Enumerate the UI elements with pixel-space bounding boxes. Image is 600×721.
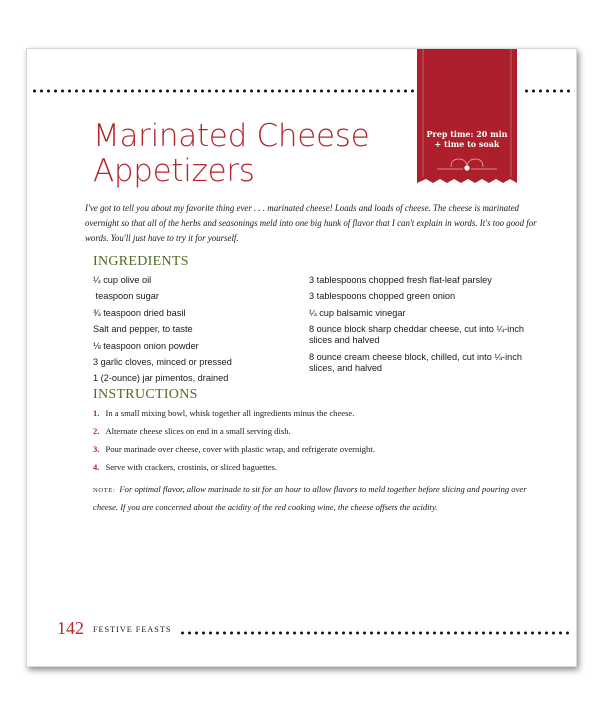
section-name: FESTIVE FEASTS [93, 625, 172, 634]
ingredient-item: Salt and pepper, to taste [93, 324, 193, 335]
ingredient-item: 3 tablespoons chopped green onion [309, 291, 456, 302]
instruction-step [93, 443, 533, 461]
prep-time-line2: + time to soak [434, 139, 500, 149]
instruction-step [93, 407, 533, 425]
ingredient-item: teaspoon sugar [93, 291, 159, 302]
ingredient-item: ⅛ teaspoon onion powder [93, 340, 199, 351]
recipe-title-line1: Marinated Cheese [93, 118, 370, 154]
intro-paragraph: I've got to tell you about my favorite thing ever . . . marinated cheese! Loads and loads of cheese. The cheese is marinated overnight so that all of the herbs and seasonings meld into one big hunk of flavor that I can't explain in words. It's too good for words. You'll just have to try it for yourself. [85, 203, 537, 243]
note-text: For optimal flavor, allow marinade to sit for an hour to allow flavors to meld together before slicing and pouring over cheese. If you are concerned about the acidity of the red cooking wine, the cheese offsets the acidity. [93, 484, 527, 512]
ingredient-item: 3 garlic cloves, minced or pressed [93, 356, 232, 367]
instructions-list [93, 407, 533, 479]
prep-time-text [417, 129, 517, 149]
recipe-note [93, 481, 541, 516]
note-label: NOTE: [93, 487, 116, 494]
ingredient-item: ¼ cup balsamic vinegar [309, 307, 406, 318]
ingredient-item: 8 ounce cream cheese block, chilled, cut into ¼-inch slices, and halved [309, 351, 522, 373]
ingredient-item: 8 ounce block sharp cheddar cheese, cut into ¼-inch slices and halved [309, 324, 525, 346]
dotted-rule-top-right [523, 89, 573, 93]
step-number: 2. [93, 426, 100, 436]
recipe-title [93, 119, 413, 189]
ingredient-item: ¾ teaspoon dried basil [93, 307, 186, 318]
step-number: 4. [93, 462, 100, 472]
step-text: Pour marinade over cheese, cover with plastic wrap, and refrigerate overnight. [105, 444, 375, 454]
prep-time-line1: Prep time: 20 min [426, 129, 508, 139]
step-text: Alternate cheese slices on end in a small serving dish. [105, 426, 291, 436]
instructions-heading: INSTRUCTIONS [93, 387, 198, 402]
ingredients-heading: INGREDIENTS [93, 254, 189, 269]
instruction-step [93, 425, 533, 443]
step-number: 1. [93, 408, 100, 418]
ingredient-item: 3 tablespoons chopped fresh flat-leaf parsley [309, 275, 492, 285]
cookbook-page [26, 48, 577, 667]
dotted-rule-bottom [179, 631, 571, 635]
dotted-rule-top [31, 89, 417, 93]
instruction-step [93, 461, 533, 479]
ingredient-item: 1 (2-ounce) jar pimentos, drained [93, 373, 229, 384]
page-number: 142 [57, 618, 84, 638]
ribbon-shape [417, 49, 517, 187]
ingredient-item: ¼ cup olive oil [93, 275, 152, 285]
recipe-title-line2: Appetizers [93, 153, 255, 189]
step-text: In a small mixing bowl, whisk together all ingredients minus the cheese. [105, 408, 355, 418]
ingredients-left-column [93, 275, 293, 390]
prep-time-ribbon [417, 49, 517, 187]
ingredients-right-column [309, 275, 527, 379]
step-text: Serve with crackers, crostinis, or sliced baguettes. [105, 462, 278, 472]
step-number: 3. [93, 444, 100, 454]
